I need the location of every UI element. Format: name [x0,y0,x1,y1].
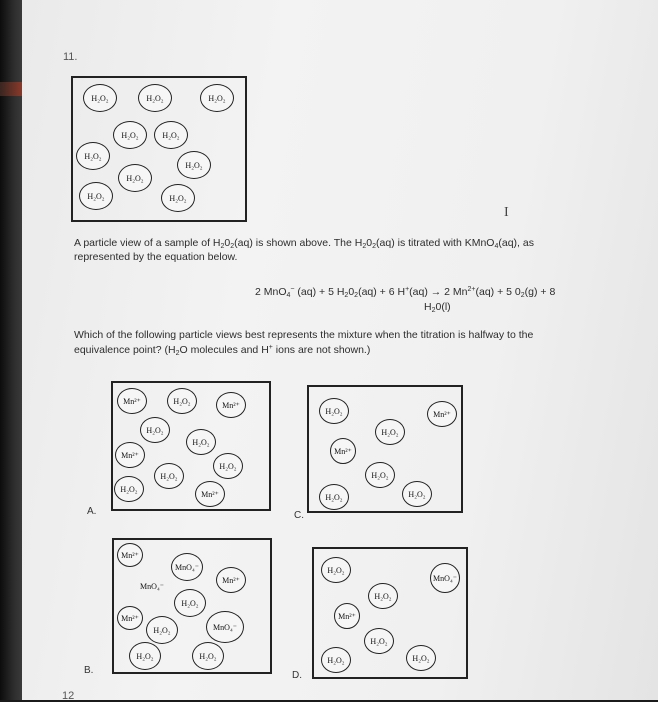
sample-h2o2-particle: H₂O₂ [76,142,110,170]
option-a-particle: H₂O₂ [140,417,170,443]
option-d-particle: H₂O₂ [368,583,398,609]
sample-h2o2-particle: H₂O₂ [118,164,152,192]
option-d-label[interactable]: D. [292,670,302,681]
reaction-equation-line-2: H20(l) [424,301,451,314]
question-line-1: Which of the following particle views best represents the mixture when the titration is halfway to the [74,329,534,341]
option-a-particle: H₂O₂ [213,453,243,479]
worksheet-page [22,0,658,700]
option-b-particle-box[interactable] [112,538,272,674]
option-a-label[interactable]: A. [87,506,97,517]
option-b-particle: H₂O₂ [129,642,161,670]
option-b-particle: MnO₄⁻ [140,581,164,591]
option-a-particle: Mn²⁺ [115,442,145,468]
option-b-particle: H₂O₂ [174,589,206,617]
intro-line-2: represented by the equation below. [74,251,238,263]
option-d-particle: H₂O₂ [321,647,351,673]
option-a-particle: Mn²⁺ [195,481,225,507]
question-line-2: equivalence point? (H2O molecules and H+ ions are not shown.) [74,344,371,357]
option-d-particle: Mn²⁺ [334,603,360,629]
option-d-particle: H₂O₂ [406,645,436,671]
sample-particle-box [71,76,247,222]
question-number: 11. [63,51,78,63]
option-d-particle: H₂O₂ [364,628,394,654]
photo-color-streak [0,82,22,96]
option-a-particle: H₂O₂ [154,463,184,489]
option-b-label[interactable]: B. [84,665,94,676]
option-c-particle: H₂O₂ [375,419,405,445]
sample-h2o2-particle: H₂O₂ [177,151,211,179]
text-cursor-icon: I [504,205,509,220]
option-a-particle: H₂O₂ [167,388,197,414]
sample-h2o2-particle: H₂O₂ [200,84,234,112]
next-question-number: 12 [62,690,75,702]
option-c-particle-box[interactable] [307,385,463,513]
sample-h2o2-particle: H₂O₂ [161,184,195,212]
option-b-particle: MnO₄⁻ [171,553,203,581]
option-c-particle: H₂O₂ [319,398,349,424]
sample-h2o2-particle: H₂O₂ [113,121,147,149]
reaction-equation: 2 MnO4− (aq) + 5 H202(aq) + 6 H+(aq) → 2 $Mn^{2+}(aq) + 5$ 02(g) + 8 [255,286,556,299]
option-c-particle: Mn²⁺ [427,401,457,427]
sample-h2o2-particle: H₂O₂ [83,84,117,112]
option-b-particle: MnO₄⁻ [206,611,244,643]
option-b-particle: Mn²⁺ [117,543,143,567]
option-a-particle: H₂O₂ [114,476,144,502]
option-c-particle: Mn²⁺ [330,438,356,464]
option-c-label[interactable]: C. [294,510,304,521]
option-c-particle: H₂O₂ [402,481,432,507]
option-d-particle: H₂O₂ [321,557,351,583]
option-b-particle: H₂O₂ [192,642,224,670]
sample-h2o2-particle: H₂O₂ [79,182,113,210]
option-d-particle-box[interactable] [312,547,468,679]
option-a-particle-box[interactable] [111,381,271,511]
option-a-particle: H₂O₂ [186,429,216,455]
intro-line-1: A particle view of a sample of H202(aq) is shown above. The H202(aq) is titrated with KMnO4(aq), as [74,237,534,250]
option-b-particle: Mn²⁺ [216,567,246,593]
sample-h2o2-particle: H₂O₂ [154,121,188,149]
option-c-particle: H₂O₂ [365,462,395,488]
option-d-particle: MnO₄⁻ [430,563,460,593]
option-a-particle: Mn²⁺ [216,392,246,418]
option-a-particle: Mn²⁺ [117,388,147,414]
photo-dark-edge [0,0,22,700]
sample-h2o2-particle: H₂O₂ [138,84,172,112]
option-b-particle: H₂O₂ [146,616,178,644]
option-b-particle: Mn²⁺ [117,606,143,630]
option-c-particle: H₂O₂ [319,484,349,510]
